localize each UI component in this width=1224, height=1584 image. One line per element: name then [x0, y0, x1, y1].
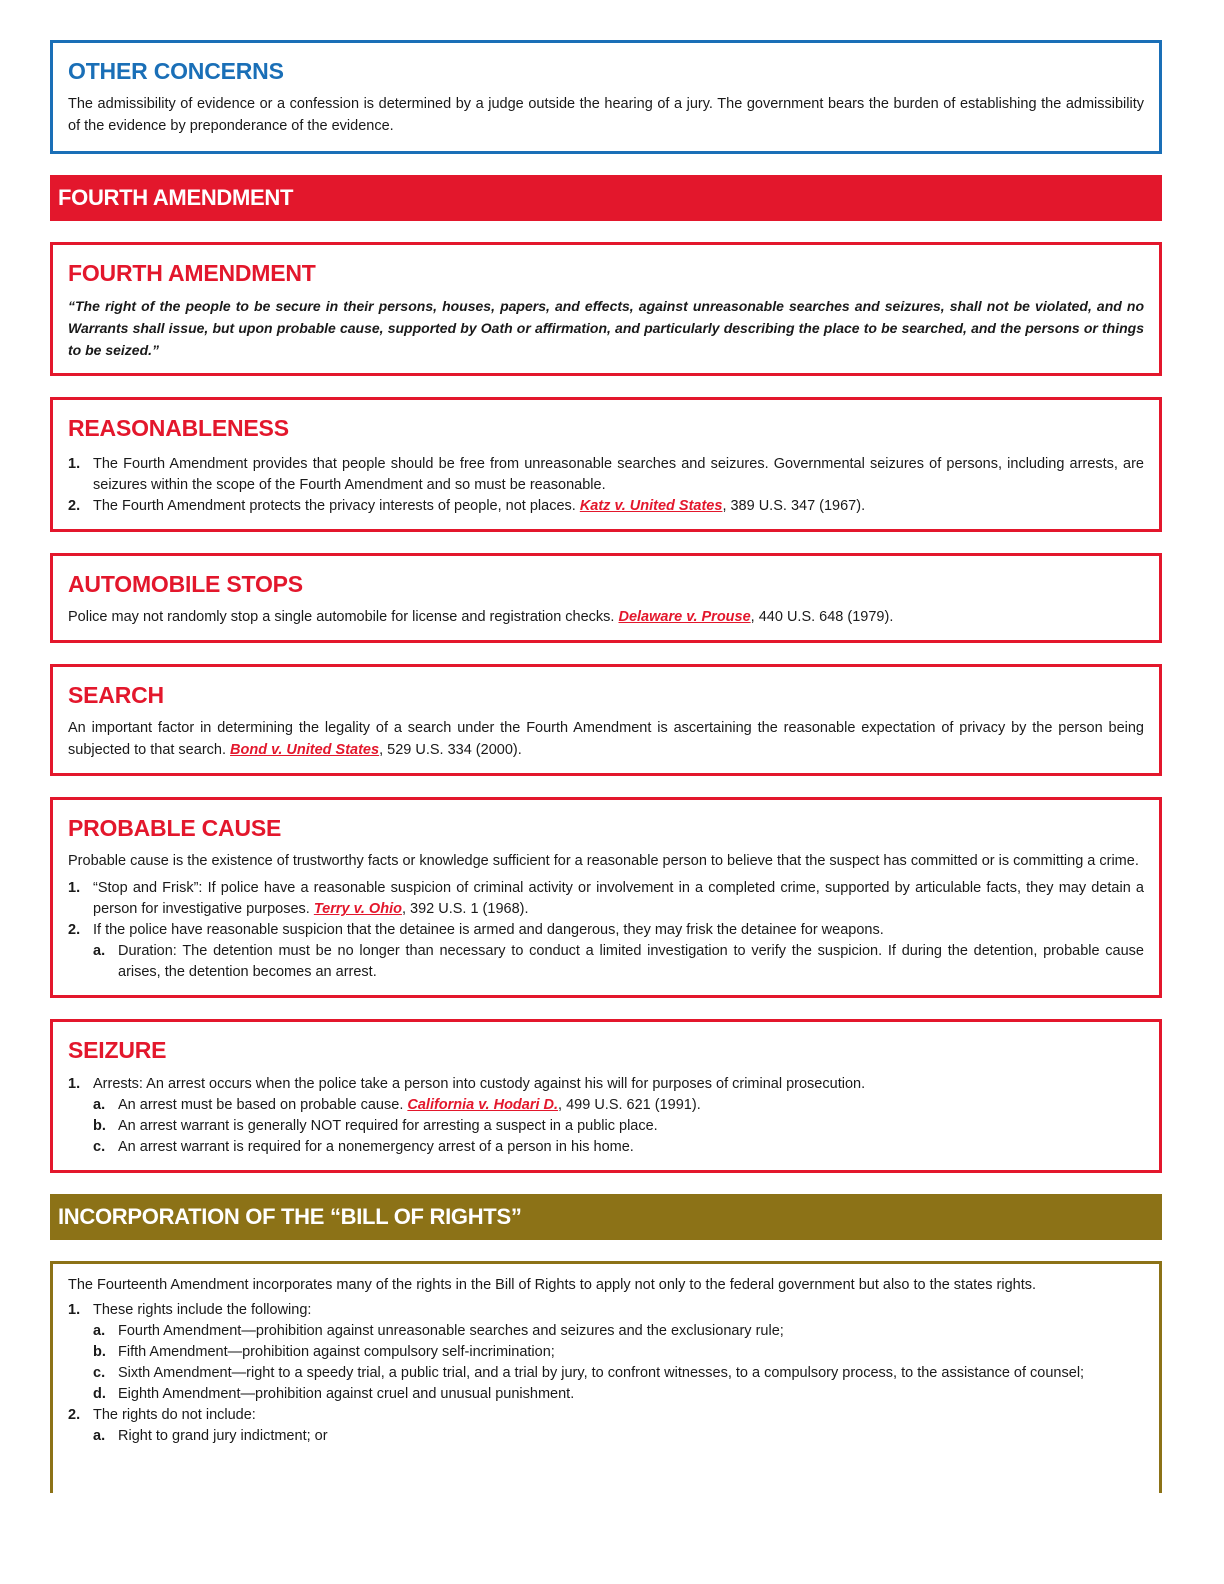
body-text: Police may not randomly stop a single automobile for license and registration checks. [68, 609, 619, 625]
sub-list-letter: c. [93, 1139, 106, 1155]
sub-list-text: Duration: The detention must be no longer than necessary to conduct a limited investigation to verify the suspicion. If during the detention, probable cause arises, the detention becomes an arrest. [118, 943, 1144, 980]
case-citation-link[interactable]: Delaware v. Prouse [618, 609, 751, 625]
citation-reporter: , 440 U.S. 648 (1979). [750, 609, 894, 625]
sub-list-text: An arrest must be based on probable cause. [118, 1097, 408, 1113]
sub-list-text: An arrest warrant is generally NOT required for arresting a suspect in a public place. [118, 1118, 658, 1134]
probable-cause-box [50, 797, 1162, 998]
sub-list-item [93, 1426, 1144, 1447]
list-text: “Stop and Frisk”: If police have a reasonable suspicion of criminal activity or involvement in a completed crime, supported by articulable facts, they may detain a person for investigative purposes. [93, 880, 1144, 917]
citation-reporter: , 389 U.S. 347 (1967). [722, 498, 866, 514]
sub-list [93, 1321, 1144, 1405]
probable-cause-heading: PROBABLE CAUSE [68, 815, 282, 841]
fourth-amendment-quote: “The right of the people to be secure in their persons, houses, papers, and effects, against unreasonable searches and seizures, shall not be violated, and no Warrants shall issue, but upon probable cause, supported by Oath or affirmation, and particularly describing the place to be searched, and the persons or things to be seized.” [68, 298, 1144, 358]
incorporation-banner: INCORPORATION OF THE “BILL OF RIGHTS” [50, 1194, 1162, 1240]
list-number: 2. [68, 498, 81, 514]
sub-list-item [93, 941, 1144, 983]
sub-list-letter: d. [93, 1386, 106, 1402]
sub-list-letter: a. [93, 1097, 106, 1113]
incorporation-box [50, 1261, 1162, 1493]
sub-list-letter: b. [93, 1344, 106, 1360]
other-concerns-box [50, 40, 1162, 154]
case-citation-link[interactable]: California v. Hodari D. [407, 1097, 559, 1113]
sub-list-text: An arrest warrant is required for a nonemergency arrest of a person in his home. [118, 1139, 634, 1155]
search-body [68, 717, 1144, 761]
search-box [50, 664, 1162, 776]
sub-list-letter: b. [93, 1118, 106, 1134]
sub-list-item [93, 1116, 1144, 1137]
seizure-box [50, 1019, 1162, 1173]
list-item [68, 1405, 1144, 1447]
sub-list-letter: a. [93, 943, 106, 959]
sub-list-item [93, 1321, 1144, 1342]
sub-list-letter: a. [93, 1323, 106, 1339]
list-number: 1. [68, 880, 81, 896]
reasonableness-box [50, 397, 1162, 532]
list-item [68, 920, 1144, 983]
citation-reporter: , 392 U.S. 1 (1968). [401, 901, 529, 917]
list-item [68, 1074, 1144, 1158]
list-text: The Fourth Amendment protects the privacy interests of people, not places. [93, 498, 580, 514]
sub-list-text: Eighth Amendment—prohibition against cruel and unusual punishment. [118, 1386, 575, 1402]
citation-reporter: , 499 U.S. 621 (1991). [558, 1097, 701, 1113]
sub-list [93, 1095, 1144, 1158]
list-number: 1. [68, 1076, 81, 1092]
list-item [68, 1300, 1144, 1405]
sub-list-item [93, 1384, 1144, 1405]
incorporation-list [68, 1300, 1144, 1447]
probable-cause-intro: Probable cause is the existence of trustworthy facts or knowledge sufficient for a reasonable person to believe that the suspect has committed or is committing a crime. [68, 853, 1139, 869]
list-item [68, 454, 1144, 496]
list-item [68, 878, 1144, 920]
case-citation-link[interactable]: Katz v. United States [579, 498, 723, 514]
list-number: 1. [68, 1302, 81, 1318]
sub-list-item [93, 1363, 1144, 1384]
list-number: 1. [68, 456, 81, 472]
sub-list [93, 941, 1144, 983]
list-text: These rights include the following: [93, 1302, 312, 1318]
fourth-amendment-box [50, 242, 1162, 376]
other-concerns-heading: OTHER CONCERNS [68, 58, 284, 84]
incorporation-intro: The Fourteenth Amendment incorporates many of the rights in the Bill of Rights to apply not only to the federal government but also to the states rights. [68, 1277, 1037, 1293]
sub-list-text: Sixth Amendment—right to a speedy trial, a public trial, and a trial by jury, to confront witnesses, to a compulsory process, to the assistance of counsel; [118, 1365, 1085, 1381]
probable-cause-list [68, 878, 1144, 983]
automobile-stops-heading: AUTOMOBILE STOPS [68, 571, 303, 597]
automobile-stops-body [68, 606, 1144, 628]
reasonableness-list [68, 454, 1144, 517]
search-heading: SEARCH [68, 682, 164, 708]
sub-list-letter: c. [93, 1365, 106, 1381]
other-concerns-body: The admissibility of evidence or a confession is determined by a judge outside the hearing of a jury. The government bears the burden of establishing the admissibility of the evidence by preponderance of the evidence. [68, 96, 1144, 134]
reasonableness-heading: REASONABLENESS [68, 415, 289, 441]
sub-list-text: Right to grand jury indictment; or [118, 1428, 328, 1444]
seizure-heading: SEIZURE [68, 1037, 167, 1063]
page [50, 40, 1162, 1493]
list-text: The rights do not include: [93, 1407, 256, 1423]
list-number: 2. [68, 1407, 81, 1423]
list-text: If the police have reasonable suspicion that the detainee is armed and dangerous, they may frisk the detainee for weapons. [93, 922, 884, 938]
citation-reporter: , 529 U.S. 334 (2000). [379, 742, 522, 758]
sub-list-text: Fifth Amendment—prohibition against compulsory self-incrimination; [118, 1344, 555, 1360]
list-text: Arrests: An arrest occurs when the police take a person into custody against his will for purposes of criminal prosecution. [93, 1076, 866, 1092]
sub-list-item [93, 1137, 1144, 1158]
seizure-list [68, 1074, 1144, 1158]
fourth-amendment-banner: FOURTH AMENDMENT [50, 175, 1162, 221]
body-text: An important factor in determining the legality of a search under the Fourth Amendment is ascertaining the reasonable expectation of privacy by the person being subjected to that search. [68, 720, 1144, 758]
sub-list-item [93, 1342, 1144, 1363]
case-citation-link[interactable]: Bond v. United States [230, 742, 380, 758]
automobile-stops-box [50, 553, 1162, 643]
fourth-amendment-heading: FOURTH AMENDMENT [68, 260, 316, 286]
case-citation-link[interactable]: Terry v. Ohio [313, 901, 402, 917]
sub-list-letter: a. [93, 1428, 106, 1444]
list-text: The Fourth Amendment provides that people should be free from unreasonable searches and seizures. Governmental seizures of persons, including arrests, are seizures within the scope of the Fourth Amendment and so must be reasonable. [93, 456, 1144, 493]
sub-list-item [93, 1095, 1144, 1116]
sub-list [93, 1426, 1144, 1447]
list-number: 2. [68, 922, 81, 938]
list-item [68, 496, 1144, 517]
sub-list-text: Fourth Amendment—prohibition against unreasonable searches and seizures and the exclusionary rule; [118, 1323, 784, 1339]
